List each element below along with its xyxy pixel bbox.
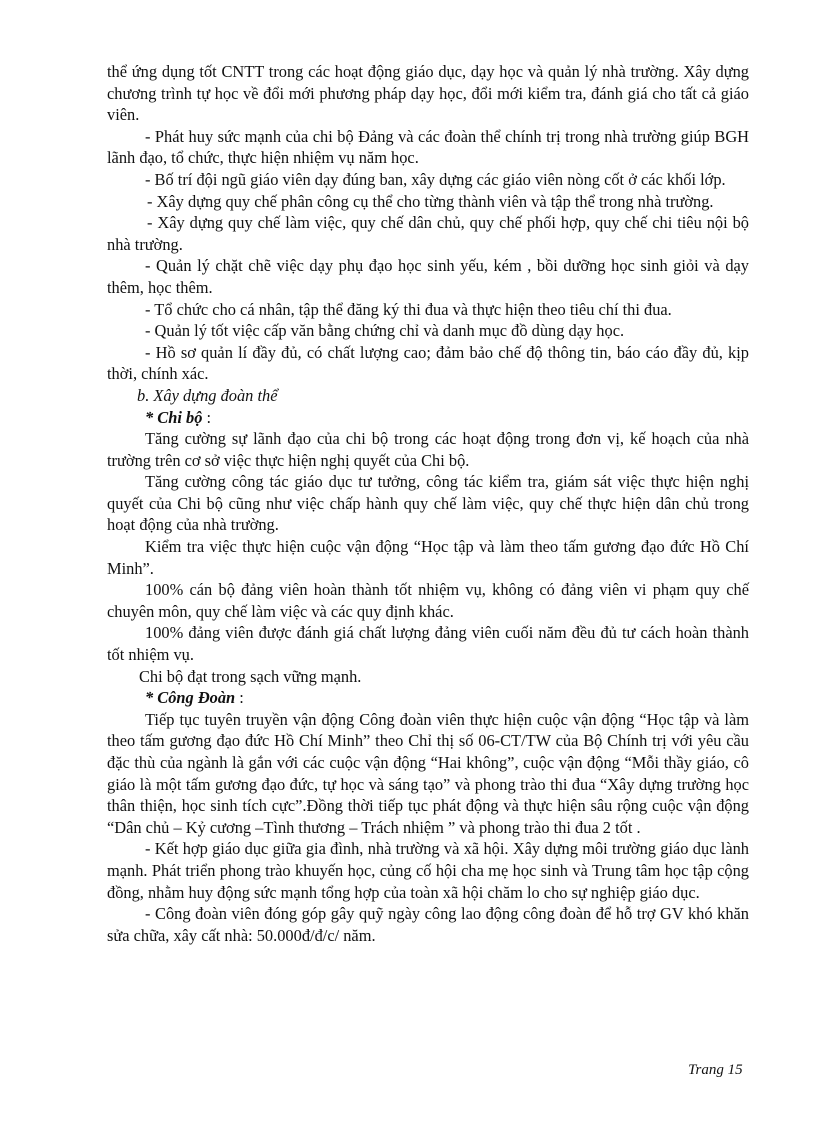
heading-cong-doan — [107, 687, 749, 709]
heading-chi-bo-colon: : — [206, 407, 212, 427]
heading-cong-doan-colon: : — [239, 688, 244, 708]
section-heading-organizations: b. Xây dựng đoàn thể — [137, 385, 278, 405]
paragraph-members-complete: 100% cán bộ đảng viên hoàn thành tốt nhiệm vụ, không có đảng viên vi phạm quy chế chuyên môn, quy chế làm việc và các quy định khác. — [107, 580, 749, 621]
bullet-family-school: - Kết hợp giáo dục giữa gia đình, nhà trường và xã hội. Xây dựng môi trường giáo dục lành mạnh. Phát triển phong trào khuyến học, củng cố hội cha mẹ học sinh và Trung tâm học tập cộng đồng, nhằm huy động sức mạnh tổng hợp của toàn xã hội chăm lo cho sự nghiệp giáo dục. — [107, 839, 749, 902]
heading-cong-doan-label: * Công Đoàn — [145, 688, 236, 708]
paragraph-ideological-education: Tăng cường công tác giáo dục tư tưởng, công tác kiểm tra, giám sát việc thực hiện nghị quyết của Chi bộ cũng như việc chấp hành quy chế làm việc, quy chế thực hiện dân chủ trong hoạt động của nhà trường. — [107, 472, 749, 535]
paragraph-party-strong: Chi bộ đạt trong sạch vững mạnh. — [139, 666, 362, 686]
bullet-assignment-rules: - Xây dựng quy chế phân công cụ thể cho từng thành viên và tập thể trong nhà trường. — [147, 191, 714, 211]
paragraph-intro: thể ứng dụng tốt CNTT trong các hoạt động giáo dục, dạy học và quản lý nhà trường. Xây dựng chương trình tự học về đổi mới phương pháp dạy học, đổi mới kiểm tra, đánh giá cho tất cả giáo viên. — [107, 62, 749, 125]
bullet-records: - Hồ sơ quản lí đầy đủ, có chất lượng cao; đảm bảo chế độ thông tin, báo cáo đầy đủ, kịp thời, chính xác. — [107, 342, 749, 384]
paragraph-campaign-check: Kiểm tra việc thực hiện cuộc vận động “Học tập và làm theo tấm gương đạo đức Hồ Chí Minh”. — [107, 537, 749, 578]
paragraph-party-leadership: Tăng cường sự lãnh đạo của chi bộ trong các hoạt động trong đơn vị, kế hoạch của nhà trường trên cơ sở việc thực hiện nghị quyết của Chi bộ. — [107, 429, 749, 470]
paragraph-members-evaluated: 100% đảng viên được đánh giá chất lượng đảng viên cuối năm đều đủ tư cách hoàn thành tốt nhiệm vụ. — [107, 623, 749, 665]
document-body — [107, 61, 749, 946]
bullet-certificates: - Quản lý tốt việc cấp văn bằng chứng chỉ và danh mục đồ dùng dạy học. — [145, 321, 625, 341]
bullet-tutoring-management: - Quản lý chặt chẽ việc dạy phụ đạo học sinh yếu, kém , bồi dưỡng học sinh giỏi và dạy thêm, học thêm. — [107, 256, 749, 297]
paragraph-union-campaign: Tiếp tục tuyên truyền vận động Công đoàn viên thực hiện cuộc vận động “Học tập và làm theo tấm gương đạo đức Hồ Chí Minh” theo Chỉ thị số 06-CT/TW của Bộ Chính trị với yêu cầu đặc thù của ngành là gắn với các cuộc vận động “Hai không”, cuộc vận động “Mỗi thầy giáo, cô giáo là một tấm gương đạo đức, tự học và sáng tạo” và phong trào thi đua “Xây dựng trường học thân thiện, học sinh tích cực”.Đồng thời tiếp tục phát động và thực hiện sâu rộng cuộc vận động “Dân chủ – Kỷ cương –Tình thương – Trách nhiệm ” và phong trào thi đua 2 tốt . — [107, 709, 749, 837]
bullet-union-fund: - Công đoàn viên đóng góp gây quỹ ngày công lao động công đoàn để hỗ trợ GV khó khăn sửa chữa, xây cất nhà: 50.000đ/đ/c/ năm. — [107, 904, 749, 945]
bullet-party-strength: - Phát huy sức mạnh của chi bộ Đảng và các đoàn thể chính trị trong nhà trường giúp BGH lãnh đạo, tổ chức, thực hiện nhiệm vụ năm học. — [107, 126, 749, 168]
heading-chi-bo — [107, 407, 749, 429]
bullet-teacher-allocation: - Bố trí đội ngũ giáo viên dạy đúng ban, xây dựng các giáo viên nòng cốt ở các khối lớp. — [145, 169, 726, 189]
heading-chi-bo-label: * Chi bộ — [145, 407, 203, 427]
page-number: Trang 15 — [688, 1062, 743, 1078]
bullet-emulation: - Tổ chức cho cá nhân, tập thể đăng ký thi đua và thực hiện theo tiêu chí thi đua. — [145, 299, 672, 319]
bullet-work-rules: - Xây dựng quy chế làm việc, quy chế dân chủ, quy chế phối hợp, quy chế chi tiêu nội bộ nhà trường. — [107, 213, 749, 254]
